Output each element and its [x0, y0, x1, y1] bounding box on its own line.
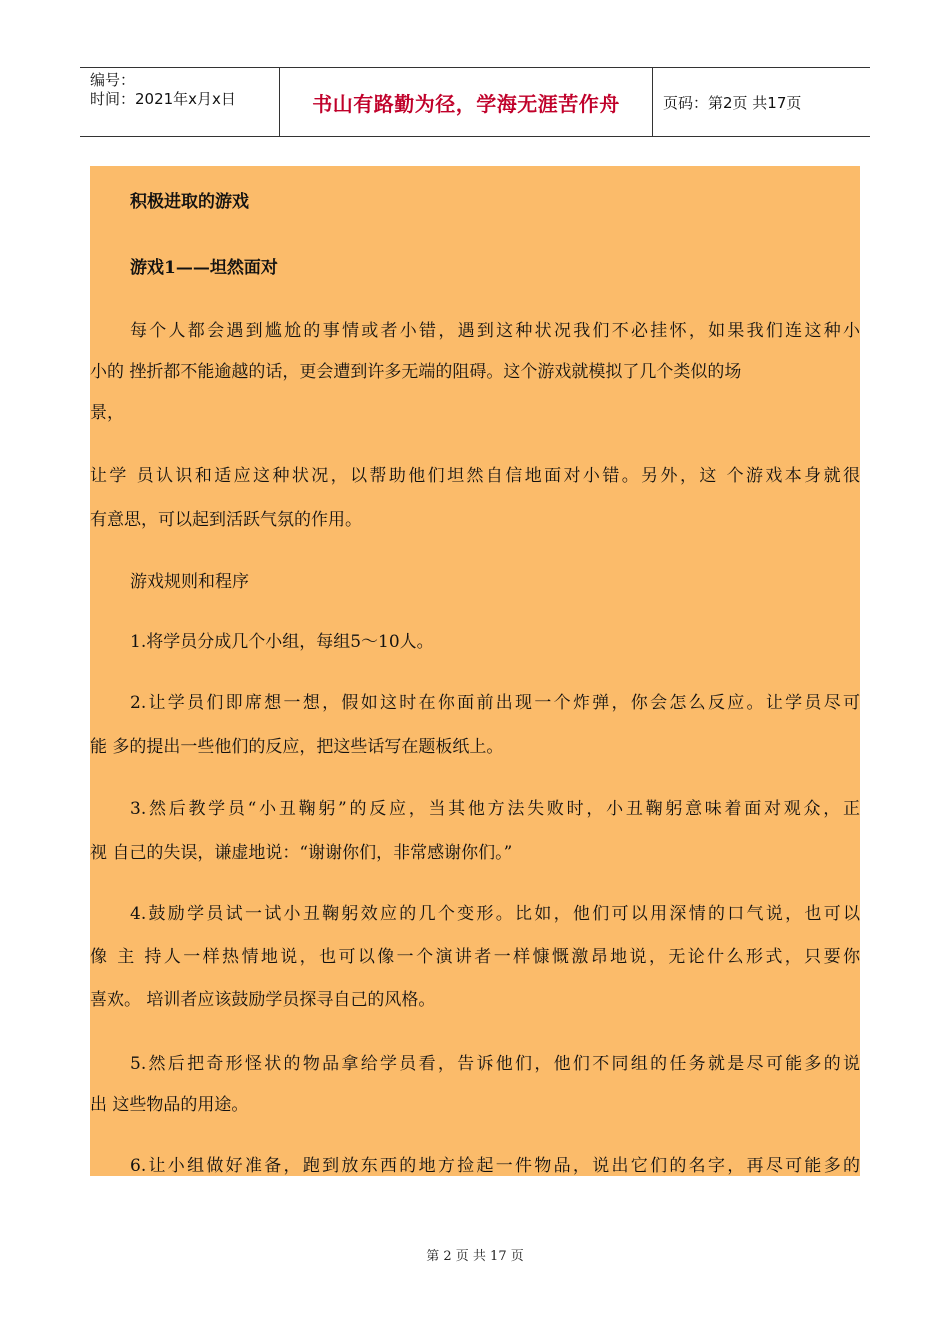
step-4-line-1: 4.鼓励学员试一试小丑鞠躬效应的几个变形。比如，他们可以用深情的口气说，也可以: [130, 904, 860, 924]
game-title: 游戏1——坦然面对: [130, 258, 278, 278]
step-2-line-1: 2.让学员们即席想一想，假如这时在你面前出现一个炸弹，你会怎么反应。让学员尽可: [130, 693, 860, 713]
intro-line-1: 每个人都会遇到尴尬的事情或者小错，遇到这种状况我们不必挂怀，如果我们连这种小: [130, 321, 860, 341]
intro-line-3: 景，: [90, 403, 124, 423]
para2-line-2: 有意思，可以起到活跃气氛的作用。: [90, 510, 362, 530]
header-meta: [80, 68, 280, 136]
step-4-line-3: 喜欢。 培训者应该鼓励学员探寻自己的风格。: [90, 990, 436, 1010]
page-header: [80, 67, 870, 137]
document-time: 时间：2021年x月x日: [90, 90, 236, 108]
step-1: 1.将学员分成几个小组，每组5～10人。: [130, 632, 434, 652]
para2-line-1: 让学 员认识和适应这种状况，以帮助他们坦然自信地面对小错。另外，这 个游戏本身就很: [90, 466, 860, 486]
step-3-line-2: 视 自己的失误，谦虚地说：“谢谢你们，非常感谢你们。”: [90, 843, 513, 863]
step-6-line-1: 6.让小组做好准备，跑到放东西的地方捡起一件物品，说出它们的名字，再尽可能多的: [130, 1156, 860, 1176]
intro-line-2: 小的 挫折都不能逾越的话，更会遭到许多无端的阻碍。这个游戏就模拟了几个类似的场: [90, 362, 742, 382]
content-block: [90, 166, 860, 1176]
step-2-line-2: 能 多的提出一些他们的反应，把这些话写在题板纸上。: [90, 737, 504, 757]
page-footer: 第 2 页 共 17 页: [426, 1249, 524, 1264]
section-title: 积极进取的游戏: [130, 192, 249, 212]
header-page-info: 页码：第2页 共17页: [663, 93, 802, 112]
step-5-line-2: 出 这些物品的用途。: [90, 1095, 249, 1115]
step-3-line-1: 3.然后教学员“小丑鞠躬”的反应，当其他方法失败时，小丑鞠躬意味着面对观众，正: [130, 799, 860, 819]
rules-title: 游戏规则和程序: [130, 572, 249, 592]
document-number: 编号：: [90, 71, 136, 89]
step-5-line-1: 5.然后把奇形怪状的物品拿给学员看，告诉他们，他们不同组的任务就是尽可能多的说: [130, 1054, 860, 1074]
step-4-line-2: 像 主 持人一样热情地说，也可以像一个演讲者一样慷慨激昂地说，无论什么形式，只要你: [90, 947, 860, 967]
header-motto: 书山有路勤为径，学海无涯苦作舟: [280, 68, 653, 136]
